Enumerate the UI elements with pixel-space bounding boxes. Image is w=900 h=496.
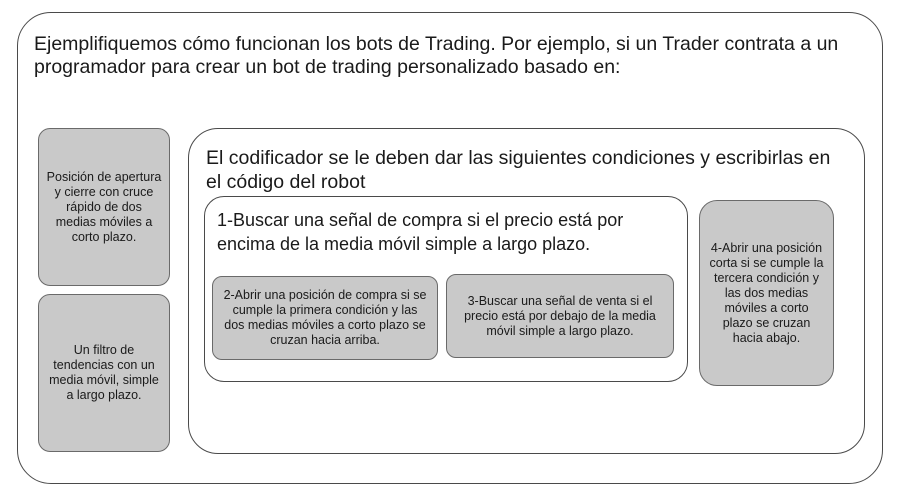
condition-4-box xyxy=(699,200,834,386)
strategy-box-trend-filter xyxy=(38,294,170,452)
intro-text: Ejemplifiquemos cómo funcionan los bots de Trading. Por ejemplo, si un Trader contrata a un programador para crear un bot de trading personalizado basado en: xyxy=(34,33,839,78)
strategy-box-crossover-text: Posición de apertura y cierre con cruce rápido de dos medias móviles a corto plazo. xyxy=(46,169,162,244)
condition-2-box xyxy=(212,276,438,360)
strategy-box-trend-filter-text: Un filtro de tendencias con un media móvil, simple a largo plazo. xyxy=(49,343,159,402)
condition-3-text: 3-Buscar una señal de venta si el precio está por debajo de la media móvil simple a largo plazo. xyxy=(464,293,656,338)
condition-1-text: 1-Buscar una señal de compra si el precio está por encima de la media móvil simple a largo plazo. xyxy=(217,210,624,254)
condition-2-text: 2-Abrir una posición de compra si se cumple la primera condición y las dos medias móviles a corto plazo se cruzan hacia arriba. xyxy=(223,288,427,347)
conditions-title: El codificador se le deben dar las siguientes condiciones y escribirlas en el código del robot xyxy=(206,147,831,193)
condition-3-box xyxy=(446,274,674,358)
condition-4-text: 4-Abrir una posición corta si se cumple la tercera condición y las dos medias móviles a corto plazo se cruzan hacia abajo. xyxy=(709,240,824,345)
strategy-box-crossover xyxy=(38,128,170,286)
